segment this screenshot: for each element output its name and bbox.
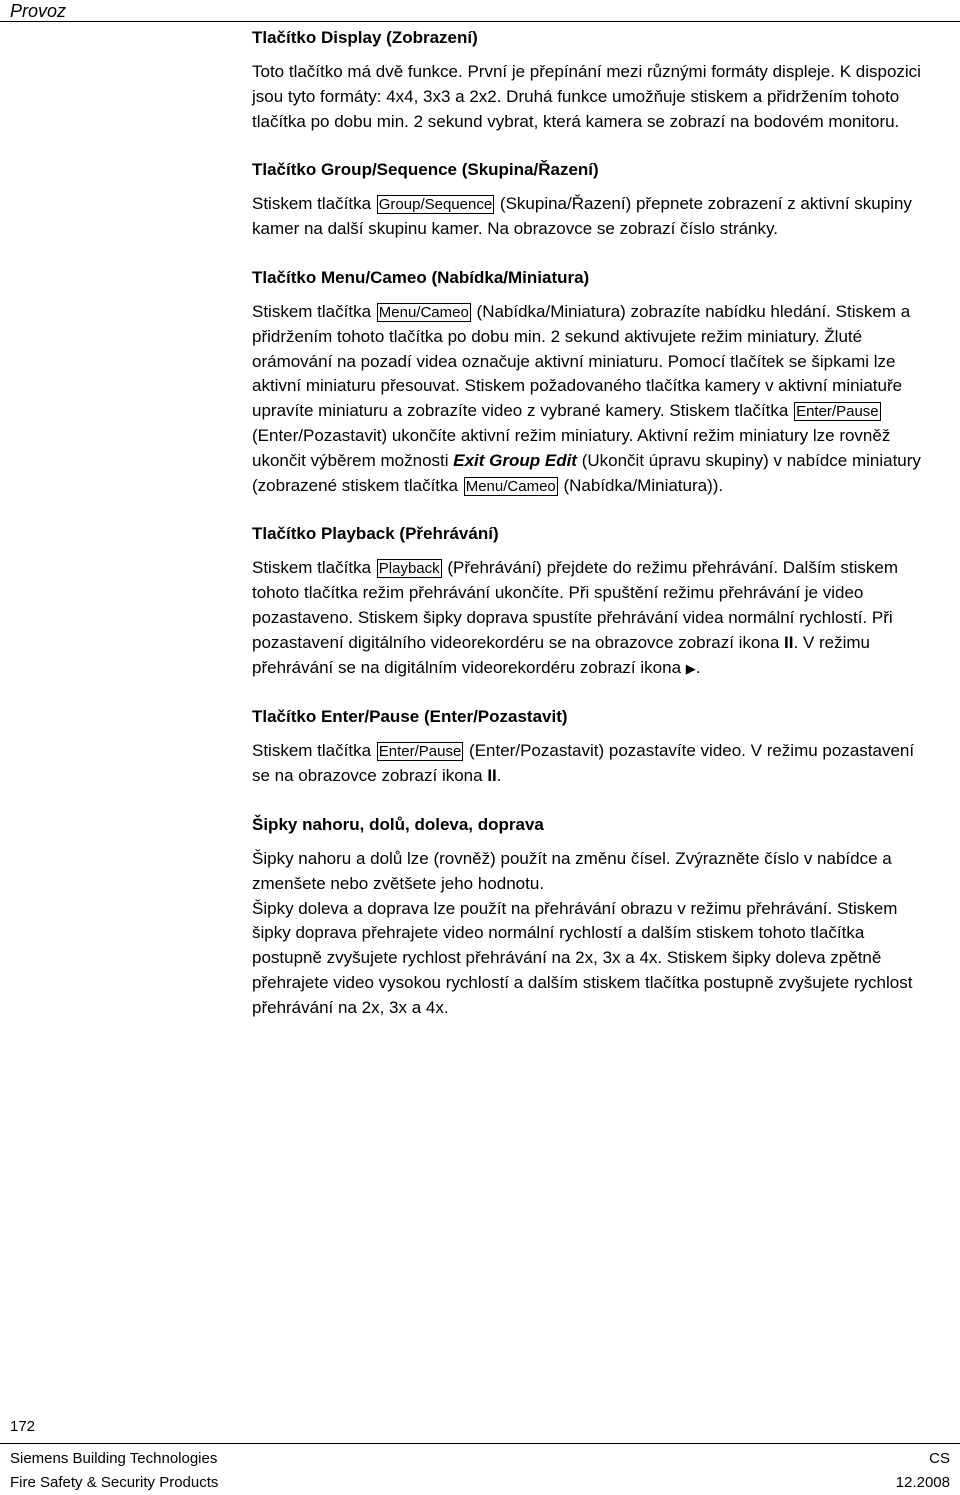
text-run: (Ukončit úpravu skupiny) v nabídce miniatury (zobrazené stiskem tlačítka [252, 450, 921, 495]
footer-line-2 [10, 1474, 950, 1492]
key-label-enter-pause: Enter/Pause [796, 403, 879, 421]
footer-date: 12.2008 [895, 1474, 950, 1491]
text-run: Stiskem tlačítka [252, 558, 376, 578]
section-heading-group-sequence: Tlačítko Group/Sequence (Skupina/Řazení) [252, 160, 599, 180]
key-label-playback: Playback [378, 560, 440, 578]
section-display [252, 26, 932, 134]
pause-icon: II [784, 632, 794, 652]
section-heading-arrows: Šipky nahoru, dolů, doleva, doprava [252, 814, 544, 834]
page-body [252, 22, 932, 1021]
text-run: Stiskem tlačítka [252, 194, 376, 214]
paragraph-menu-cameo [252, 300, 932, 498]
paragraph-arrows-left-right: Šipky doleva a doprava lze použít na přehrávání obrazu v režimu přehrávání. Stiskem šipky doprava přehrajete video normální rychlostí a dalším stiskem tohoto tlačítka postupně zvyšujete rychlost přehrávání na 2x, 3x a 4x. Stiskem šipky doleva zpětně přehrajete video vysokou rychlostí a dalším stiskem tlačítka postupně zvyšujete rychlost přehrávání na 2x, 3x a 4x. [252, 898, 913, 1017]
footer-company: Siemens Building Technologies [10, 1450, 218, 1467]
text-run: (Skupina/Řazení) přepnete zobrazení z aktivní skupiny kamer na další skupinu kamer. Na obrazovce se zobrazí číslo stránky. [252, 194, 912, 239]
section-heading-display: Tlačítko Display (Zobrazení) [252, 28, 478, 47]
section-arrows [252, 813, 932, 1021]
section-heading-menu-cameo: Tlačítko Menu/Cameo (Nabídka/Miniatura) [252, 267, 590, 287]
running-head-title: Provoz [10, 1, 67, 21]
footer-language: CS [929, 1450, 950, 1467]
paragraph-arrows-up-down: Šipky nahoru a dolů lze (rovněž) použít na změnu čísel. Zvýrazněte číslo v nabídce a zmenšete nebo zvětšete jeho hodnotu. [252, 848, 892, 893]
paragraph-enter-pause [252, 739, 932, 789]
menu-option-exit-group-edit: Exit Group Edit [453, 450, 577, 470]
key-label-group-sequence: Group/Sequence [378, 196, 493, 214]
text-run: Stiskem tlačítka [252, 741, 376, 761]
paragraph-group-sequence [252, 192, 932, 242]
section-heading-enter-pause: Tlačítko Enter/Pause (Enter/Pozastavit) [252, 707, 568, 727]
text-run: . V režimu přehrávání se na digitálním videorekordéru zobrazí ikona [252, 632, 871, 677]
text-run: (Enter/Pozastavit) ukončíte aktivní režim miniatury. Aktivní režim miniatury lze rovněž ukončit výběrem možnosti [252, 425, 891, 470]
footer-division: Fire Safety & Security Products [10, 1474, 219, 1491]
text-run: . [496, 766, 502, 786]
footer-rule [0, 1443, 960, 1444]
text-run: (Nabídka/Miniatura) zobrazíte nabídku hledání. Stiskem a přidržením tohoto tlačítka po dobu min. 2 sekund aktivujete režim miniatury. Žluté orámování na pozadí videa označuje aktivní miniaturu. Pomocí tlačítek se šipkami lze aktivní miniaturu přesouvat. Stiskem požadovaného tlačítka kamery v aktivní miniatuře upravíte miniaturu a zobrazíte video z vybrané kamery. Stiskem tlačítka [252, 301, 911, 421]
section-menu-cameo [252, 266, 932, 498]
section-heading-playback: Tlačítko Playback (Přehrávání) [252, 524, 499, 544]
page-number: 172 [10, 1418, 36, 1435]
play-icon: ▶ [685, 660, 696, 676]
text-run: (Enter/Pozastavit) pozastavíte video. V režimu pozastavení se na obrazovce zobrazí ikona [252, 741, 915, 786]
section-playback [252, 522, 932, 681]
text-run: (Přehrávání) přejdete do režimu přehrávání. Dalším stiskem tohoto tlačítka režim přehrávání ukončíte. Při spuštění režimu přehrávání je video pozastaveno. Stiskem šipky doprava spustíte přehrávání videa normální rychlostí. Při pozastavení digitálního videorekordéru se na obrazovce zobrazí ikona [252, 558, 899, 652]
text-run: (Nabídka/Miniatura)). [558, 475, 724, 495]
pause-icon: II [487, 766, 497, 786]
section-group-sequence [252, 158, 932, 242]
key-label-menu-cameo: Menu/Cameo [465, 477, 556, 495]
key-label-menu-cameo: Menu/Cameo [378, 303, 469, 321]
text-run: Stiskem tlačítka [252, 301, 376, 321]
paragraph-playback [252, 556, 932, 681]
text-run: . [695, 657, 701, 677]
key-label-enter-pause: Enter/Pause [378, 743, 462, 761]
paragraph-display: Toto tlačítko má dvě funkce. První je přepínání mezi různými formáty displeje. K dispozici jsou tyto formáty: 4x4, 3x3 a 2x2. Druhá funkce umožňuje stiskem a přidržením tohoto tlačítka po dobu min. 2 sekund vybrat, která kamera se zobrazí na bodovém monitoru. [252, 62, 921, 131]
section-enter-pause [252, 705, 932, 789]
footer-line-1 [10, 1450, 950, 1468]
